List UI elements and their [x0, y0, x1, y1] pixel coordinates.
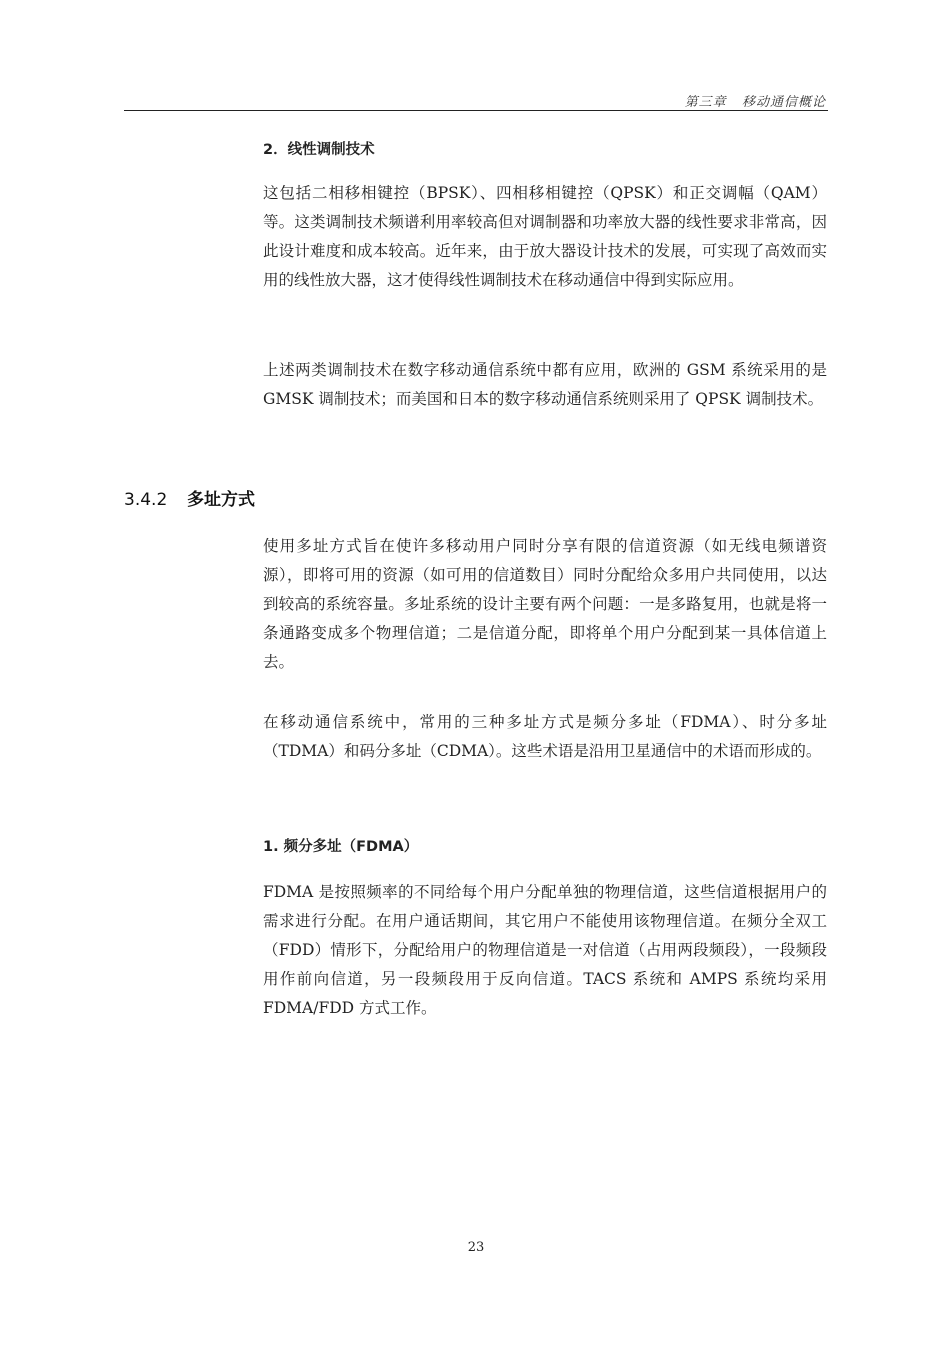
section-heading-multiple-access [124, 485, 255, 510]
paragraph-three-methods: 在移动通信系统中，常用的三种多址方式是频分多址（FDMA）、时分多址（TDMA）和码分多址（CDMA）。这些术语是沿用卫星通信中的术语而形成的。 [263, 713, 827, 760]
subheading-linear-modulation: 2．线性调制技术 [263, 142, 375, 158]
section-title: 多址方式 [187, 490, 255, 510]
paragraph-linear-modulation: 这包括二相移相键控（BPSK）、四相移相键控（QPSK）和正交调幅（QAM）等。这类调制技术频谱利用率较高但对调制器和功率放大器的线性要求非常高，因此设计难度和成本较高。近年来，由于放大器设计技术的发展，可实现了高效而实用的线性放大器，这才使得线性调制技术在移动通信中得到实际应用。 [263, 184, 827, 289]
paragraph-multiple-access-intro: 使用多址方式旨在使许多移动用户同时分享有限的信道资源（如无线电频谱资源），即将可用的资源（如可用的信道数目）同时分配给众多用户共同使用，以达到较高的系统容量。多址系统的设计主要有两个问题：一是多路复用，也就是将一条通路变成多个物理信道；二是信道分配，即将单个用户分配到某一具体信道上去。 [263, 537, 827, 671]
section-number: 3.4.2 [124, 490, 168, 510]
paragraph-fdma: FDMA 是按照频率的不同给每个用户分配单独的物理信道，这些信道根据用户的需求进行分配。在用户通话期间，其它用户不能使用该物理信道。在频分全双工（FDD）情形下，分配给用户的物理信道是一对信道（占用两段频段），一段频段用作前向信道，另一段频段用于反向信道。TACS 系统和 AMPS 系统均采用 FDMA/FDD 方式工作。 [263, 883, 827, 1017]
paragraph-gsm-qpsk: 上述两类调制技术在数字移动通信系统中都有应用，欧洲的 GSM 系统采用的是 GMSK 调制技术；而美国和日本的数字移动通信系统则采用了 QPSK 调制技术。 [263, 361, 827, 408]
running-header [124, 88, 828, 111]
page-number: 23 [467, 1240, 485, 1255]
chapter-title: 第三章 移动通信概论 [684, 95, 826, 110]
subheading-fdma: 1. 频分多址（FDMA） [263, 839, 419, 855]
